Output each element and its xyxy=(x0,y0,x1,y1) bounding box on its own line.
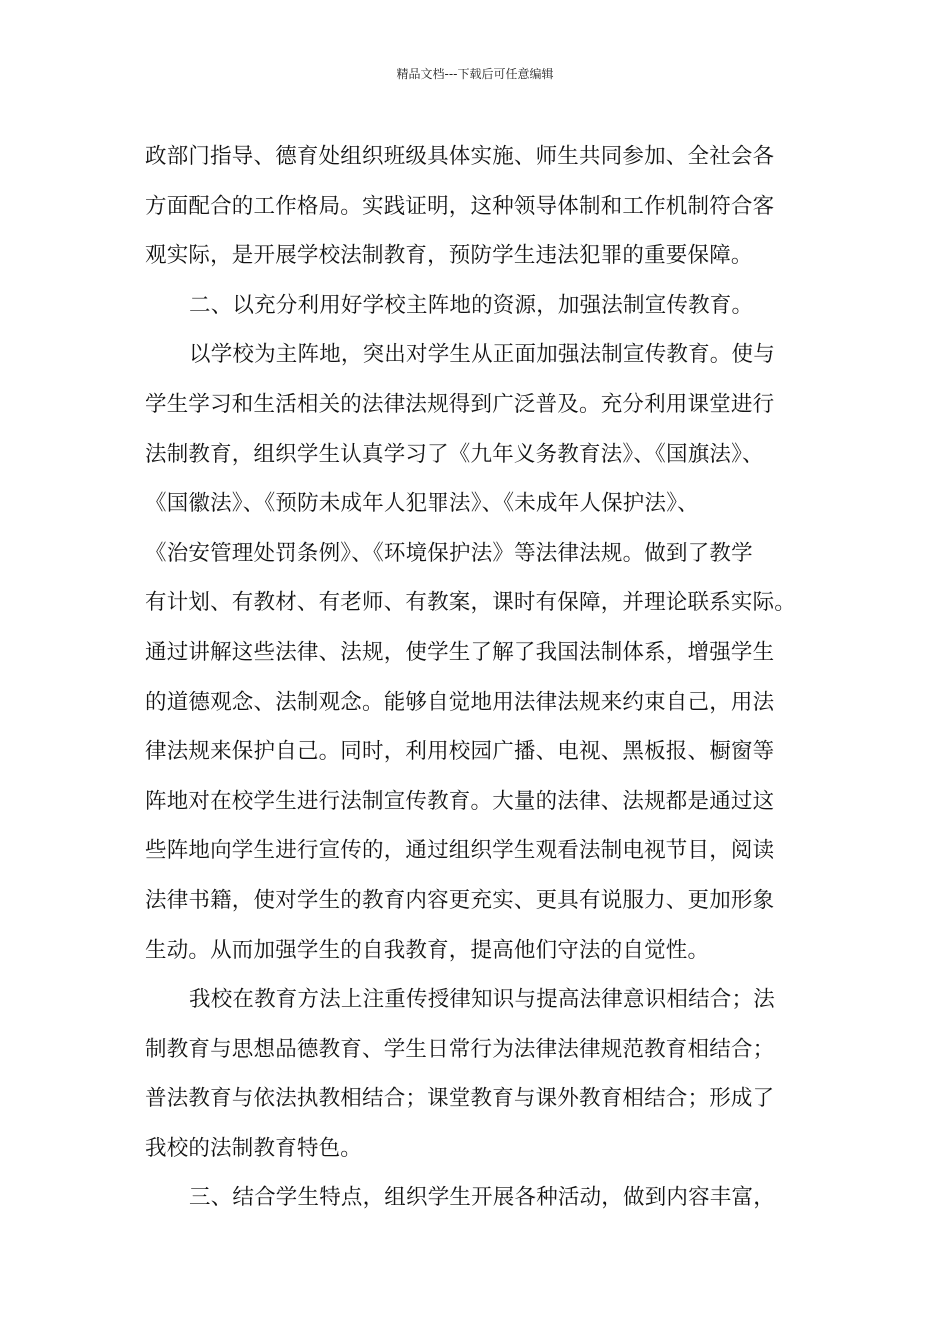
text-line: 以学校为主阵地，突出对学生从正面加强法制宣传教育。使与 xyxy=(189,342,775,368)
text-line: 三、结合学生特点，组织学生开展各种活动，做到内容丰富， xyxy=(189,1185,775,1211)
text-line: 通过讲解这些法律、法规，使学生了解了我国法制体系，增强学生 xyxy=(145,639,775,665)
text-line: 《国徽法》、《预防未成年人犯罪法》、《未成年人保护法》、 xyxy=(145,491,699,517)
text-line: 学生学习和生活相关的法律法规得到广泛普及。充分利用课堂进行 xyxy=(145,391,775,417)
text-line: 生动。从而加强学生的自我教育，提高他们守法的自觉性。 xyxy=(145,937,710,963)
text-line: 的道德观念、法制观念。能够自觉地用法律法规来约束自己，用法 xyxy=(145,689,775,715)
text-line: 二、以充分利用好学校主阵地的资源，加强法制宣传教育。 xyxy=(189,292,754,318)
text-line: 法制教育，组织学生认真学习了《九年义务教育法》、《国旗法》、 xyxy=(145,441,764,467)
text-line: 我校在教育方法上注重传授律知识与提高法律意识相结合；法 xyxy=(189,987,775,1013)
text-line: 有计划、有教材、有老师、有教案，课时有保障，并理论联系实际。 xyxy=(145,590,797,616)
body-text xyxy=(145,132,815,1223)
text-line: 阵地对在校学生进行法制宣传教育。大量的法律、法规都是通过这 xyxy=(145,788,775,814)
text-line: 些阵地向学生进行宣传的，通过组织学生观看法制电视节目，阅读 xyxy=(145,838,775,864)
text-line: 观实际，是开展学校法制教育，预防学生违法犯罪的重要保障。 xyxy=(145,243,753,269)
text-line: 我校的法制教育特色。 xyxy=(145,1135,363,1161)
text-line: 法律书籍，使对学生的教育内容更充实、更具有说服力、更加形象 xyxy=(145,887,775,913)
text-line: 《治安管理处罚条例》、《环境保护法》等法律法规。做到了教学 xyxy=(145,540,753,566)
text-line: 方面配合的工作格局。实践证明，这种领导体制和工作机制符合客 xyxy=(145,193,775,219)
page-header: 精品文档---下载后可任意编辑 xyxy=(396,67,554,81)
text-line: 制教育与思想品德教育、学生日常行为法律法律规范教育相结合； xyxy=(145,1036,775,1062)
text-line: 普法教育与依法执教相结合；课堂教育与课外教育相结合；形成了 xyxy=(145,1086,775,1112)
text-line: 律法规来保护自己。同时，利用校园广播、电视、黑板报、橱窗等 xyxy=(145,739,775,765)
text-line: 政部门指导、德育处组织班级具体实施、师生共同参加、全社会各 xyxy=(145,144,775,169)
